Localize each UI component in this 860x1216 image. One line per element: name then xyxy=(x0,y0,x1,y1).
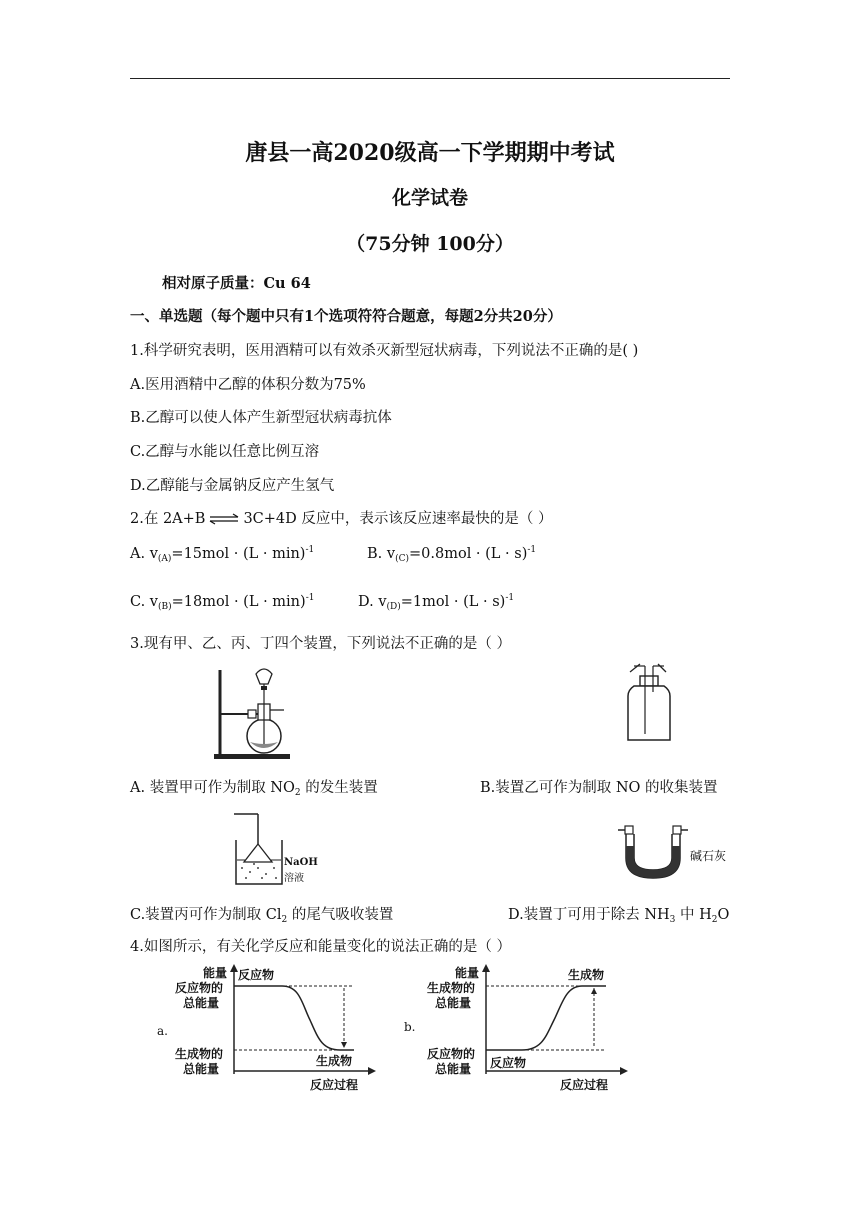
graph-a-end-label: 生成物 xyxy=(316,1054,353,1068)
graph-a-start-label: 反应物 xyxy=(238,968,275,982)
graph-b-y-axis-label: 能量 xyxy=(455,966,480,980)
exam-subtitle: 化学试卷 xyxy=(391,187,468,209)
graph-a-bottom-level-label-2: 总能量 xyxy=(183,1062,220,1076)
graph-a-top-level-label: 反应物的 xyxy=(175,981,224,995)
q2-option-a: A. $v_{(A)}=15mol \cdot (L \cdot \min)^{-1}$ xyxy=(130,545,315,564)
atomic-mass: 相对原子质量：Cu 64 xyxy=(162,275,311,292)
q4-stem: 4.如图所示，有关化学反应和能量变化的说法正确的是（ ） xyxy=(130,939,511,955)
graph-a-top-level-label-2: 总能量 xyxy=(183,996,220,1010)
equilibrium-arrow-icon xyxy=(209,514,239,524)
apparatus-yi-bottle-icon xyxy=(620,662,676,744)
section-heading: 一、单选题（每个题中只有1个选项符符合题意，每题2分共20分） xyxy=(130,308,562,325)
q1-option-d: D.乙醇能与金属钠反应产生氢气 xyxy=(130,478,335,494)
header-rule xyxy=(130,78,730,79)
graph-a-bottom-level-label: 生成物的 xyxy=(175,1047,224,1061)
q3-option-b: B.装置乙可作为制取 NO 的收集装置 xyxy=(480,780,718,796)
graph-b-top-level-label-2: 总能量 xyxy=(435,996,472,1010)
q2-option-c: C. $v_{(B)}=18mol \cdot (L \cdot \min)^{-1}$ xyxy=(130,593,315,612)
graph-b-end-label: 生成物 xyxy=(568,968,605,982)
apparatus-bing-beaker-icon xyxy=(232,810,286,888)
naoh-label: NaOH xyxy=(284,857,318,868)
graph-a-tag: a. xyxy=(157,1024,168,1038)
graph-b-bottom-level-label: 反应物的 xyxy=(427,1047,476,1061)
apparatus-jia-flask-icon xyxy=(212,662,292,760)
exam-time-score: （75分钟 100分） xyxy=(346,233,514,255)
q3-stem: 3.现有甲、乙、丙、丁四个装置，下列说法不正确的是（ ） xyxy=(130,636,511,652)
naoh-label-solution: 溶液 xyxy=(284,873,304,884)
graph-b-x-axis-label: 反应过程 xyxy=(560,1078,609,1092)
q2-stem xyxy=(130,507,553,528)
soda-lime-label: 碱石灰 xyxy=(690,849,727,863)
q2-stem-prefix: 2.在 2A+B xyxy=(130,511,206,527)
q2-option-b: B. $v_{(C)}=0.8mol \cdot (L \cdot s)^{-1}$ xyxy=(367,545,537,564)
q2-option-d: D. $v_{(D)}=1mol \cdot (L \cdot s)^{-1}$ xyxy=(358,593,515,612)
graph-b-bottom-level-label-2: 总能量 xyxy=(435,1062,472,1076)
graph-b-axes-and-curve xyxy=(482,964,628,1076)
q1-option-b: B.乙醇可以使人体产生新型冠状病毒抗体 xyxy=(130,410,392,426)
graph-a-axes-and-curve xyxy=(230,964,376,1076)
exam-title: 唐县一高2020级高一下学期期中考试 xyxy=(245,140,615,166)
graph-a-y-axis-label: 能量 xyxy=(203,966,228,980)
q2-stem-suffix: 3C+4D 反应中，表示该反应速率最快的是（ ） xyxy=(243,511,553,527)
q3-option-c: C.装置丙可作为制取 $Cl_2$ 的尾气吸收装置 xyxy=(130,907,394,925)
apparatus-ding-utube-icon xyxy=(618,822,688,882)
q3-option-a: A. 装置甲可作为制取 $NO_2$ 的发生装置 xyxy=(130,780,378,798)
graph-b-tag: b. xyxy=(404,1020,416,1034)
graph-b-top-level-label: 生成物的 xyxy=(427,981,476,995)
q1-option-c: C.乙醇与水能以任意比例互溶 xyxy=(130,444,320,460)
q1-stem: 1.科学研究表明，医用酒精可以有效杀灭新型冠状病毒，下列说法不正确的是( ) xyxy=(130,343,639,359)
q3-option-d: D.装置丁可用于除去 $NH_3$ 中 $H_2O$ xyxy=(508,907,730,925)
graph-b-start-label: 反应物 xyxy=(490,1056,527,1070)
q1-option-a: A.医用酒精中乙醇的体积分数为75% xyxy=(130,377,366,393)
graph-a-x-axis-label: 反应过程 xyxy=(310,1078,359,1092)
